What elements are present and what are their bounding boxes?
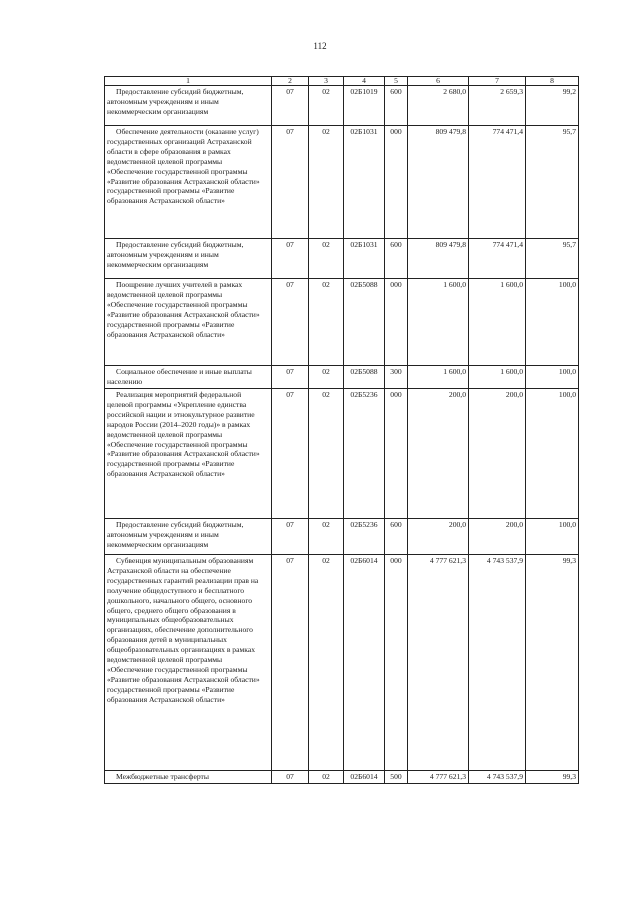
row-target-code: 02Б1031 [344, 239, 385, 279]
row-section: 07 [272, 239, 309, 279]
row-target-code: 02Б5088 [344, 366, 385, 389]
row-subsection: 02 [309, 279, 344, 366]
row-planned: 1 600,0 [408, 279, 469, 366]
table-header-row [105, 77, 579, 86]
row-section: 07 [272, 279, 309, 366]
row-executed: 774 471,4 [469, 239, 526, 279]
row-executed: 200,0 [469, 519, 526, 555]
table-row [105, 519, 579, 555]
row-name: Субвенция муниципальным образованиям Астраханской области на обеспечение государственных гарантий реализации прав на получение общедоступного и бесплатного дошкольного, начального общего, основного общего, среднего общего образования в муниципальных общеобразовательных организациях, обеспечение дополнительного образования детей в муниципальных общеобразовательных организациях в рамках ведомственной целевой программы «Обеспечение государственной программы «Развитие образования Астраханской области» государственной программы «Развитие образования Астраханской области» [105, 555, 272, 771]
row-planned: 200,0 [408, 389, 469, 519]
row-percent: 99,3 [526, 555, 579, 771]
row-name: Обеспечение деятельности (оказание услуг) государственных организаций Астраханской области в сфере образования в рамках ведомственной целевой программы «Обеспечение государственной программы «Развитие образования Астраханской области» государственной программы «Развитие образования Астраханской области» [105, 126, 272, 239]
row-percent: 100,0 [526, 519, 579, 555]
column-header-2: 2 [272, 77, 309, 86]
row-planned: 809 479,8 [408, 126, 469, 239]
table-row [105, 771, 579, 784]
row-expense-type: 000 [385, 389, 408, 519]
row-expense-type: 000 [385, 555, 408, 771]
column-header-3: 3 [309, 77, 344, 86]
row-expense-type: 000 [385, 279, 408, 366]
row-target-code: 02Б1031 [344, 126, 385, 239]
row-target-code: 02Б6014 [344, 771, 385, 784]
budget-table [104, 76, 579, 784]
row-percent: 99,2 [526, 86, 579, 126]
table-row [105, 366, 579, 389]
row-name: Межбюджетные трансферты [105, 771, 272, 784]
row-expense-type: 600 [385, 519, 408, 555]
row-section: 07 [272, 389, 309, 519]
table-row [105, 279, 579, 366]
row-expense-type: 600 [385, 86, 408, 126]
row-name: Реализация мероприятий федеральной целевой программы «Укрепление единства российской нации и этнокультурное развитие народов России (2014–2020 годы)» в рамках ведомственной целевой программы «Обеспечение государственной программы «Развитие образования Астраханской области» государственной программы «Развитие образования Астраханской области» [105, 389, 272, 519]
row-name: Поощрение лучших учителей в рамках ведомственной целевой программы «Обеспечение государственной программы «Развитие образования Астраханской области» государственной программы «Развитие образования Астраханской области» [105, 279, 272, 366]
table-row [105, 126, 579, 239]
row-planned: 809 479,8 [408, 239, 469, 279]
row-planned: 1 600,0 [408, 366, 469, 389]
row-subsection: 02 [309, 126, 344, 239]
row-percent: 95,7 [526, 239, 579, 279]
table-row [105, 239, 579, 279]
row-planned: 2 680,0 [408, 86, 469, 126]
row-executed: 2 659,3 [469, 86, 526, 126]
column-header-5: 5 [385, 77, 408, 86]
row-section: 07 [272, 126, 309, 239]
row-target-code: 02Б5236 [344, 519, 385, 555]
row-section: 07 [272, 555, 309, 771]
row-section: 07 [272, 519, 309, 555]
row-target-code: 02Б5088 [344, 279, 385, 366]
row-subsection: 02 [309, 555, 344, 771]
table-row [105, 555, 579, 771]
row-target-code: 02Б5236 [344, 389, 385, 519]
row-expense-type: 300 [385, 366, 408, 389]
row-subsection: 02 [309, 366, 344, 389]
row-percent: 100,0 [526, 366, 579, 389]
row-expense-type: 600 [385, 239, 408, 279]
row-name: Социальное обеспечение и иные выплаты населению [105, 366, 272, 389]
column-header-6: 6 [408, 77, 469, 86]
row-section: 07 [272, 86, 309, 126]
row-target-code: 02Б1019 [344, 86, 385, 126]
row-executed: 1 600,0 [469, 366, 526, 389]
row-executed: 200,0 [469, 389, 526, 519]
row-subsection: 02 [309, 389, 344, 519]
row-subsection: 02 [309, 239, 344, 279]
table-row [105, 86, 579, 126]
row-executed: 4 743 537,9 [469, 555, 526, 771]
column-header-1: 1 [105, 77, 272, 86]
row-executed: 1 600,0 [469, 279, 526, 366]
row-name: Предоставление субсидий бюджетным, автономным учреждениям и иным некоммерческим организациям [105, 86, 272, 126]
column-header-8: 8 [526, 77, 579, 86]
row-executed: 774 471,4 [469, 126, 526, 239]
row-percent: 99,3 [526, 771, 579, 784]
row-section: 07 [272, 771, 309, 784]
row-subsection: 02 [309, 86, 344, 126]
row-name: Предоставление субсидий бюджетным, автономным учреждениям и иным некоммерческим организациям [105, 519, 272, 555]
row-name: Предоставление субсидий бюджетным, автономным учреждениям и иным некоммерческим организациям [105, 239, 272, 279]
column-header-7: 7 [469, 77, 526, 86]
row-planned: 4 777 621,3 [408, 771, 469, 784]
row-subsection: 02 [309, 519, 344, 555]
row-percent: 100,0 [526, 279, 579, 366]
table-row [105, 389, 579, 519]
row-target-code: 02Б6014 [344, 555, 385, 771]
column-header-4: 4 [344, 77, 385, 86]
row-section: 07 [272, 366, 309, 389]
row-percent: 100,0 [526, 389, 579, 519]
row-expense-type: 000 [385, 126, 408, 239]
row-executed: 4 743 537,9 [469, 771, 526, 784]
row-percent: 95,7 [526, 126, 579, 239]
row-planned: 200,0 [408, 519, 469, 555]
page-number: 112 [313, 41, 327, 51]
row-subsection: 02 [309, 771, 344, 784]
row-planned: 4 777 621,3 [408, 555, 469, 771]
row-expense-type: 500 [385, 771, 408, 784]
